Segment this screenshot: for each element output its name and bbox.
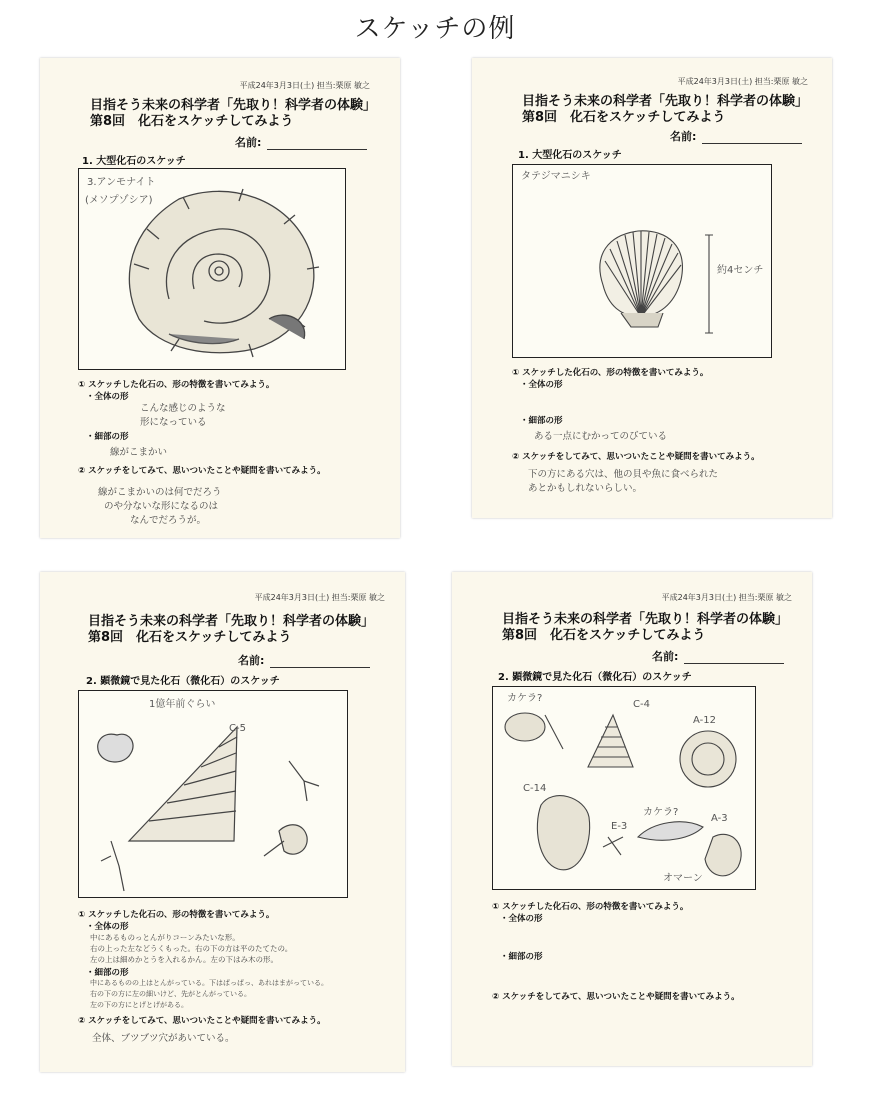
question-1: ① スケッチした化石の、形の特徴を書いてみよう。 bbox=[492, 902, 689, 912]
name-field bbox=[235, 134, 367, 150]
microfossil-sketch bbox=[505, 713, 741, 876]
handwritten-answer: ある一点にむかってのびている bbox=[534, 431, 668, 442]
sketch-label: 3.アンモナイト bbox=[87, 177, 156, 188]
question-2: ② スケッチをしてみて、思いついたことや疑問を書いてみよう。 bbox=[78, 1016, 326, 1026]
sheet-subtitle: 第8回 化石をスケッチしてみよう bbox=[88, 630, 292, 645]
detail-shape-label: ・細部の形 bbox=[520, 416, 563, 426]
handwritten-answer: 線がこまかい bbox=[110, 447, 168, 458]
name-label: 名前: bbox=[235, 136, 262, 149]
handwritten-answer: 形になっている bbox=[140, 417, 207, 428]
sheet-title: 目指そう未来の科学者「先取り！科学者の体験」 bbox=[88, 614, 375, 629]
scallop-sketch bbox=[600, 231, 713, 333]
handwritten-answer: 右の上った左などうくもった。右の下の方は平のたてたの。 bbox=[90, 944, 293, 953]
sheet-subtitle: 第8回 化石をスケッチしてみよう bbox=[522, 110, 726, 125]
name-field bbox=[238, 652, 370, 668]
microfossil-sketch bbox=[98, 727, 319, 891]
sheet-header: 平成24年3月3日(土) 担当:栗原 敏之 bbox=[254, 593, 385, 602]
sheet-title: 目指そう未来の科学者「先取り！科学者の体験」 bbox=[90, 98, 377, 113]
name-field bbox=[652, 648, 784, 664]
handwritten-answer: こんな感じのような bbox=[140, 403, 226, 414]
section-heading: 1. 大型化石のスケッチ bbox=[518, 150, 622, 161]
handwritten-answer: のや分ないな形になるのは bbox=[104, 501, 219, 512]
worksheet-ammonite bbox=[40, 58, 400, 538]
sketch-box bbox=[512, 164, 772, 358]
sheet-title: 目指そう未来の科学者「先取り！科学者の体験」 bbox=[522, 94, 809, 109]
worksheet-scallop bbox=[472, 58, 832, 518]
sketch-label: C-14 bbox=[523, 783, 547, 794]
handwritten-answer: 全体、ブツブツ穴があいている。 bbox=[92, 1033, 235, 1044]
sketch-label: タテジマニシキ bbox=[521, 171, 591, 182]
sheet-subtitle: 第8回 化石をスケッチしてみよう bbox=[90, 114, 294, 129]
sketch-label: カケラ? bbox=[643, 807, 679, 818]
name-label: 名前: bbox=[652, 650, 679, 663]
sheet-header: 平成24年3月3日(土) 担当:栗原 敏之 bbox=[677, 77, 808, 86]
sheet-header: 平成24年3月3日(土) 担当:栗原 敏之 bbox=[661, 593, 792, 602]
question-2: ② スケッチをしてみて、思いついたことや疑問を書いてみよう。 bbox=[78, 466, 326, 476]
whole-shape-label: ・全体の形 bbox=[500, 914, 543, 924]
detail-shape-label: ・細部の形 bbox=[86, 432, 129, 442]
question-1: ① スケッチした化石の、形の特徴を書いてみよう。 bbox=[78, 910, 275, 920]
section-heading: 1. 大型化石のスケッチ bbox=[82, 156, 186, 167]
sketch-label: E-3 bbox=[611, 821, 628, 832]
question-2: ② スケッチをしてみて、思いついたことや疑問を書いてみよう。 bbox=[492, 992, 740, 1002]
handwritten-answer: 左の下の方にとげとげがある。 bbox=[90, 1001, 188, 1009]
worksheet-microfossil-2 bbox=[452, 572, 812, 1066]
sketch-box bbox=[492, 686, 756, 890]
handwritten-answer: 左の上は細めかとうを入れるかん。左の下はみ木の形。 bbox=[90, 955, 278, 964]
name-field bbox=[670, 128, 802, 144]
page-title: スケッチの例 bbox=[354, 14, 516, 44]
sketch-label: A-12 bbox=[693, 715, 716, 726]
sketch-label: オマーン bbox=[663, 873, 703, 884]
section-heading: 2. 顕微鏡で見た化石（微化石）のスケッチ bbox=[86, 676, 280, 687]
whole-shape-label: ・全体の形 bbox=[520, 380, 563, 390]
sketch-label: 約4センチ bbox=[717, 265, 764, 276]
question-1: ① スケッチした化石の、形の特徴を書いてみよう。 bbox=[78, 380, 275, 390]
handwritten-answer: あとかもしれないらしい。 bbox=[528, 483, 643, 494]
handwritten-answer: 線がこまかいのは何でだろう bbox=[98, 487, 222, 498]
sheet-header: 平成24年3月3日(土) 担当:栗原 敏之 bbox=[239, 81, 370, 90]
sketch-label: 1億年前ぐらい bbox=[149, 699, 216, 710]
ammonite-sketch bbox=[129, 189, 319, 357]
sketch-label: (メソプゾシア) bbox=[85, 195, 153, 206]
name-label: 名前: bbox=[670, 130, 697, 143]
detail-shape-label: ・細部の形 bbox=[500, 952, 543, 962]
sketch-label: C-4 bbox=[633, 699, 650, 710]
handwritten-answer: なんでだろうが。 bbox=[130, 515, 207, 526]
question-2: ② スケッチをしてみて、思いついたことや疑問を書いてみよう。 bbox=[512, 452, 760, 462]
sketch-box bbox=[78, 690, 348, 898]
handwritten-answer: 中にあるものっとんがりコーンみたいな形。 bbox=[90, 933, 240, 942]
worksheet-microfossil-1 bbox=[40, 572, 405, 1072]
question-1: ① スケッチした化石の、形の特徴を書いてみよう。 bbox=[512, 368, 709, 378]
sketch-label: カケラ? bbox=[507, 693, 543, 704]
whole-shape-label: ・全体の形 bbox=[86, 922, 129, 932]
handwritten-answer: 下の方にある穴は、他の貝や魚に食べられた bbox=[528, 469, 719, 480]
handwritten-answer: 中にあるものの上はとんがっている。下はぱっぱっ、あれはまがっている。 bbox=[90, 979, 328, 987]
detail-shape-label: ・細部の形 bbox=[86, 968, 129, 978]
section-heading: 2. 顕微鏡で見た化石（微化石）のスケッチ bbox=[498, 672, 692, 683]
sketch-label: A-3 bbox=[711, 813, 728, 824]
whole-shape-label: ・全体の形 bbox=[86, 392, 129, 402]
sheet-title: 目指そう未来の科学者「先取り！科学者の体験」 bbox=[502, 612, 789, 627]
handwritten-answer: 右の下の方に左の細いけど、先がとんがっている。 bbox=[90, 990, 251, 998]
name-label: 名前: bbox=[238, 654, 265, 667]
sketch-box bbox=[78, 168, 346, 370]
sheet-subtitle: 第8回 化石をスケッチしてみよう bbox=[502, 628, 706, 643]
sketch-label: C-5 bbox=[229, 723, 246, 734]
